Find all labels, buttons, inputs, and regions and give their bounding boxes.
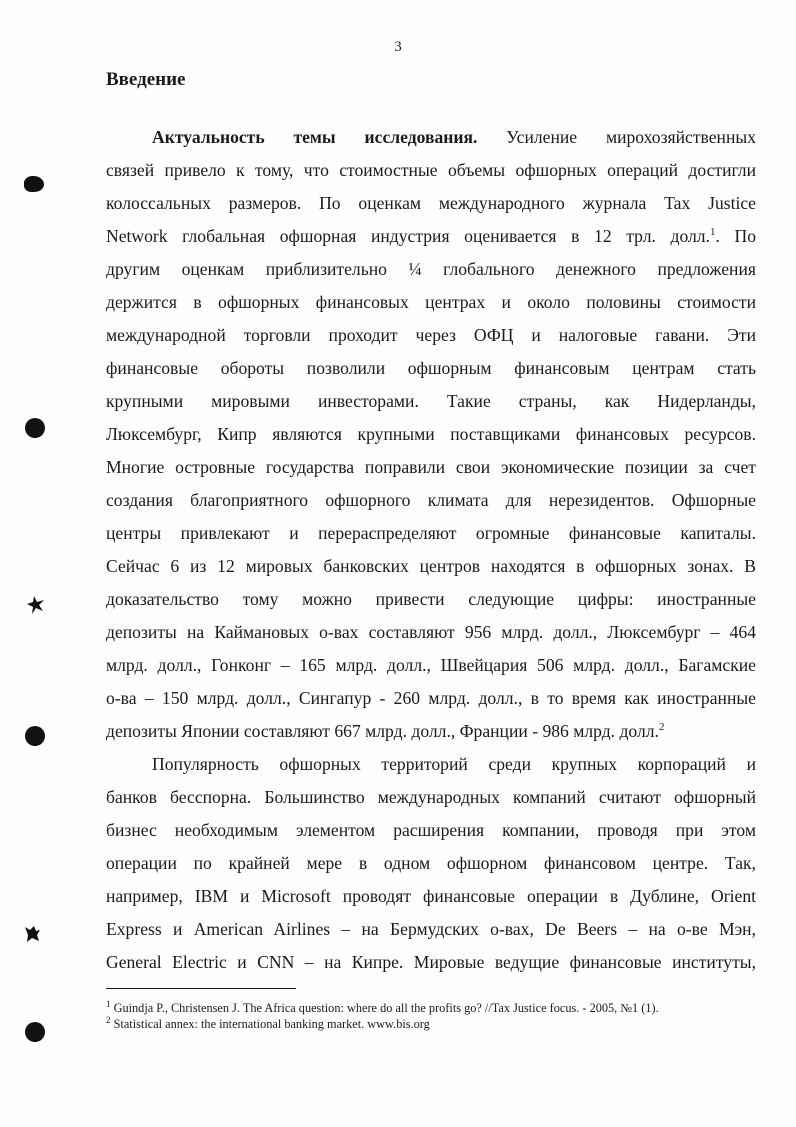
text-line <box>106 121 756 153</box>
text-line: центры привлекают и перераспределяют огромные финансовые капиталы. <box>106 523 756 543</box>
text-line: General Electric и CNN – на Кипре. Мировые ведущие финансовые институты, <box>106 952 756 972</box>
punch-hole <box>25 1022 45 1042</box>
text-line: депозиты на Каймановых о-вах составляют 956 млрд. долл., Люксембург – 464 <box>106 622 756 642</box>
text-line: доказательство тому можно привести следующие цифры: иностранные <box>106 589 756 609</box>
scan-blot-mark <box>24 176 44 192</box>
text-line: Люксембург, Кипр являются крупными поставщиками финансовых ресурсов. <box>106 424 756 444</box>
punch-hole <box>25 418 45 438</box>
text-line: создания благоприятного офшорного климата для нерезидентов. Офшорные <box>106 490 756 510</box>
line-text: Network глобальная офшорная индустрия оценивается в 12 трл. долл. <box>106 226 710 246</box>
footnote-text: Guindja P., Christensen J. The Africa question: where do all the profits go? //Tax Justice focus. - 2005, №1 (1). <box>113 1001 659 1016</box>
footnote-marker: 1 <box>106 999 111 1009</box>
text-line <box>106 220 756 252</box>
footnote-2 <box>106 1012 430 1032</box>
line-text: Усиление мирохозяйственных <box>477 127 756 147</box>
scan-blot-mark <box>24 594 46 616</box>
line-text: депозиты Японии составляют 667 млрд. долл., Франции - 986 млрд. долл. <box>106 721 659 741</box>
footnote-ref-2[interactable]: 2 <box>658 721 665 734</box>
text-line: финансовые обороты позволили офшорным финансовым центрам стать <box>106 358 756 378</box>
text-line: банков бесспорна. Большинство международных компаний считают офшорный <box>106 787 756 807</box>
text-line: колоссальных размеров. По оценкам международного журнала Tax Justice <box>106 193 756 213</box>
footnote-rule <box>106 988 296 989</box>
text-line: операции по крайней мере в одном офшорном финансовом центре. Так, <box>106 853 756 873</box>
text-line <box>106 715 756 747</box>
lead-bold: Актуальность темы исследования. <box>152 127 478 147</box>
text-line: международной торговли проходит через ОФЦ и налоговые гавани. Эти <box>106 325 756 345</box>
punch-hole <box>25 726 45 746</box>
text-line: другим оценкам приблизительно ¼ глобального денежного предложения <box>106 259 756 279</box>
footnote-ref-1[interactable]: 1 <box>709 226 716 239</box>
text-line: связей привело к тому, что стоимостные объемы офшорных операций достигли <box>106 160 756 180</box>
text-line: бизнес необходимым элементом расширения компании, проводя при этом <box>106 820 756 840</box>
text-line: например, IBM и Microsoft проводят финансовые операции в Дублине, Orient <box>106 886 756 906</box>
text-line: Многие островные государства поправили свои экономические позиции за счет <box>106 457 756 477</box>
scan-blot-mark <box>22 924 42 944</box>
text-line: держится в офшорных финансовых центрах и около половины стоимости <box>106 292 756 312</box>
text-line: о-ва – 150 млрд. долл., Сингапур - 260 млрд. долл., в то время как иностранные <box>106 688 756 708</box>
text-line: Популярность офшорных территорий среди крупных корпораций и <box>152 754 756 774</box>
page-number: 3 <box>394 39 402 55</box>
footnote-marker: 2 <box>106 1015 111 1025</box>
line-text: . По <box>715 226 756 246</box>
text-line: млрд. долл., Гонконг – 165 млрд. долл., Швейцария 506 млрд. долл., Багамские <box>106 655 756 675</box>
footnote-text: Statistical annex: the international banking market. www.bis.org <box>113 1017 430 1032</box>
section-heading: Введение <box>106 69 186 90</box>
text-line: Сейчас 6 из 12 мировых банковских центров находятся в офшорных зонах. В <box>106 556 756 576</box>
text-line: крупными мировыми инвесторами. Такие страны, как Нидерланды, <box>106 391 756 411</box>
text-line: Express и American Airlines – на Бермудских о-вах, De Beers – на о-ве Мэн, <box>106 919 756 939</box>
